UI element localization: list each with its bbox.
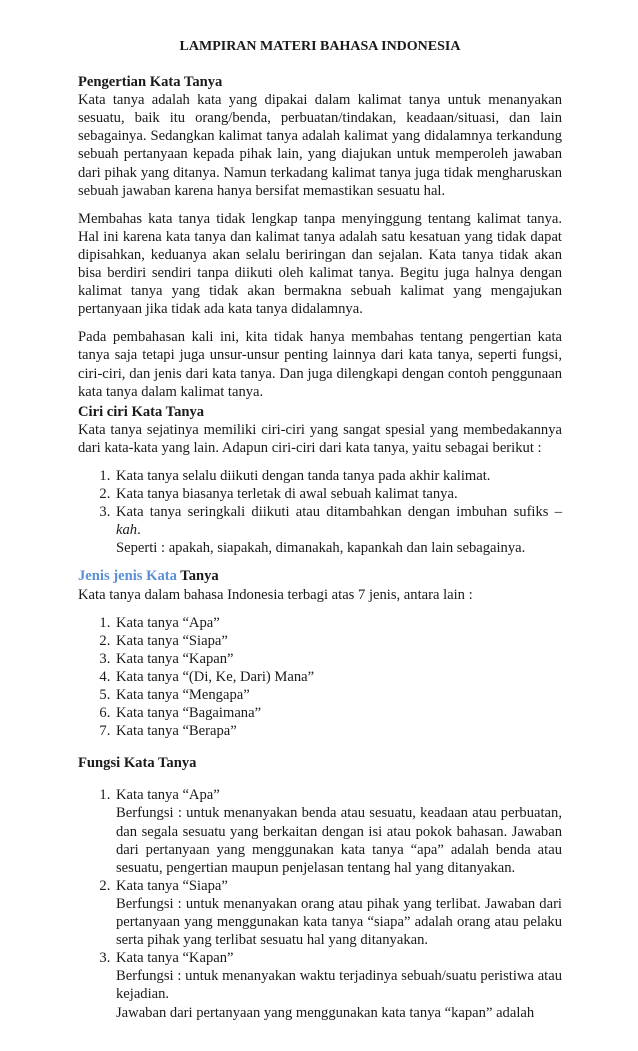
list-item <box>114 877 562 949</box>
jenis-list <box>78 614 562 741</box>
fungsi-title: Kata tanya “Siapa” <box>116 877 228 894</box>
fungsi-title: Kata tanya “Apa” <box>116 787 220 804</box>
heading-pengertian: Pengertian Kata Tanya <box>78 74 223 91</box>
ciri-example: Seperti : apakah, siapakah, dimanakah, kapankah dan lain sebagainya. <box>116 540 526 557</box>
list-item: 3. Kata tanya “Kapan” <box>114 650 562 668</box>
ciri-intro: Kata tanya sejatinya memiliki ciri-ciri yang sangat spesial yang membedakannya dari kata-kata yang lain. Adapun ciri-ciri dari kata tanya, yaitu sebagai berikut : <box>78 421 562 456</box>
list-item <box>114 949 562 1021</box>
heading-jenis-link[interactable]: Jenis jenis Kata <box>78 568 177 585</box>
list-item: 5. Kata tanya “Mengapa” <box>114 686 562 704</box>
heading-jenis <box>78 567 562 585</box>
paragraph-3: Pada pembahasan kali ini, kita tidak hanya membahas tentang pengertian kata tanya saja tetapi juga unsur-unsur penting lainnya dari kata tanya, seperti fungsi, ciri-ciri, dan jenis dari kata tanya. Dan juga dilengkapi dengan contoh penggunaan kata tanya dalam kalimat tanya. <box>78 329 562 400</box>
list-item: 4. Kata tanya “(Di, Ke, Dari) Mana” <box>114 668 562 686</box>
fungsi-desc: Berfungsi : untuk menanyakan orang atau pihak yang terlibat. Jawaban dari pertanyaan yang menggunakan kata tanya “siapa” adalah orang atau pelaku serta pihak yang terlibat sesuatu hal yang ditanyakan. <box>116 895 562 949</box>
list-item: 1. Kata tanya selalu diikuti dengan tanda tanya pada akhir kalimat. <box>114 467 562 485</box>
fungsi-desc: Berfungsi : untuk menanyakan benda atau sesuatu, keadaan atau perbuatan, dan segala sesuatu yang berkaitan dengan isi atau pokok bahasan. Jawaban dari pertanyaan yang menggunakan kata tanya “apa” adalah benda atau sesuatu, pengertian maupun penjelasan tentang hal yang ditanyakan. <box>116 805 562 876</box>
list-item: 6. Kata tanya “Bagaimana” <box>114 704 562 722</box>
fungsi-desc: Berfungsi : untuk menanyakan waktu terjadinya sebuah/suatu peristiwa atau kejadian. <box>116 968 562 1003</box>
heading-jenis-rest: Tanya <box>176 568 219 585</box>
ciri-list <box>78 467 562 557</box>
list-item: 2. Kata tanya “Siapa” <box>114 632 562 650</box>
list-item <box>114 503 562 557</box>
heading-ciri: Ciri ciri Kata Tanya <box>78 403 205 420</box>
item-text: Kata tanya seringkali diikuti atau ditambahkan dengan imbuhan sufiks – <box>116 504 562 521</box>
fungsi-desc-continued: Jawaban dari pertanyaan yang menggunakan kata tanya “kapan” adalah <box>116 1004 535 1021</box>
paragraph-2: Membahas kata tanya tidak lengkap tanpa menyinggung tentang kalimat tanya. Hal ini karena kata tanya dan kalimat tanya adalah satu kesatuan yang tidak dapat dipisahkan, keduanya akan selalu beriringan dan sejalan. Kata tanya tidak akan bisa berdiri sendiri tanpa diikuti oleh kalimat tanya. Begitu juga halnya dengan kalimat tanya yang tidak akan bermakna sebuah kalimat yang mengajukan pertanyaan jika tidak ada kata tanya didalamnya. <box>78 210 562 318</box>
item-text-end: . <box>137 522 141 539</box>
paragraph-1: Kata tanya adalah kata yang dipakai dalam kalimat tanya untuk menanyakan sesuatu, baik itu orang/benda, perbuatan/tindakan, keadaan/situasi, dan lain sebagainya. Sedangkan kalimat tanya adalah kalimat yang didalamnya terkandung sebuah pertanyaan kepada pihak lain, yang diajukan untuk memperoleh jawaban dari pihak yang ditanya. Namun terkadang kalimat tanya juga tidak mengharuskan sebuah jawaban karena hanya bersifat memastikan sesuatu hal. <box>78 92 562 199</box>
fungsi-list <box>78 786 562 1021</box>
heading-fungsi: Fungsi Kata Tanya <box>78 755 197 772</box>
document-page <box>78 38 562 1032</box>
document-title: LAMPIRAN MATERI BAHASA INDONESIA <box>179 39 461 54</box>
suffix-kah: kah <box>116 522 138 539</box>
list-item: 1. Kata tanya “Apa” <box>114 614 562 632</box>
list-item: 7. Kata tanya “Berapa” <box>114 722 562 740</box>
list-item <box>114 786 562 876</box>
fungsi-title: Kata tanya “Kapan” <box>116 950 234 967</box>
list-item: 2. Kata tanya biasanya terletak di awal sebuah kalimat tanya. <box>114 485 562 503</box>
jenis-intro: Kata tanya dalam bahasa Indonesia terbagi atas 7 jenis, antara lain : <box>78 586 473 603</box>
